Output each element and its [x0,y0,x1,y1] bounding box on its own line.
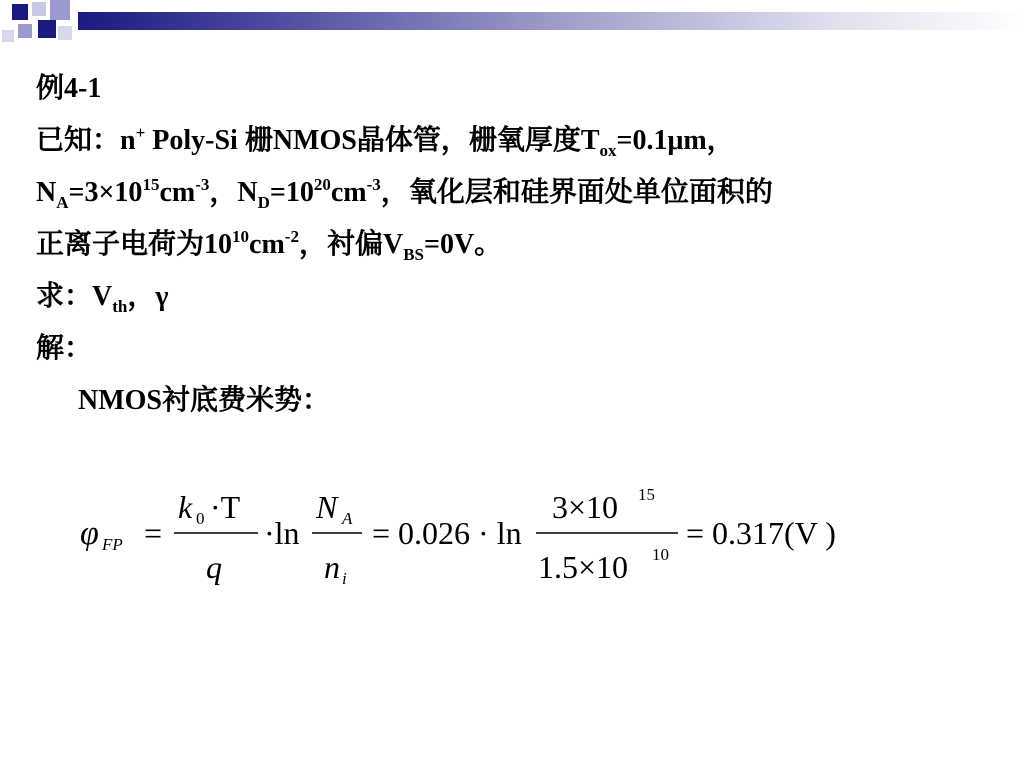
header-decoration [0,0,1024,60]
k0-sub: 0 [196,509,205,528]
denominator: 1.5×10 [538,549,629,585]
ni-formula-sub: i [342,569,347,588]
na-formula-sub: A [342,509,353,528]
numerator: 3×10 [552,489,619,525]
separator: ， [209,177,238,208]
na-value: =3×10 [68,177,143,208]
eq2-value: = 0.026 · ln [372,515,522,551]
na-unit: cm [159,177,196,208]
tox-value: =0.1μm， [616,125,735,156]
deco-square [50,0,70,20]
deco-square [58,26,72,40]
deco-square [12,4,28,20]
eq1: = [144,515,163,551]
vbs-value: =0V。 [423,229,503,260]
vbs-sub: BS [403,245,424,264]
charge-unit-exp: -2 [284,227,299,246]
nd-unit-exp: -3 [366,175,381,194]
deco-square [32,2,46,16]
result: = 0.317(V ) [686,515,836,551]
given-line-1 [36,123,996,160]
charge-exp: 10 [232,227,250,246]
given-prefix: 已知： [36,125,121,156]
title-bar [78,12,1024,30]
phi-symbol: φ [80,515,99,552]
nd-exp: 20 [313,175,331,194]
dot-t: ·T [210,489,241,525]
na-sub: A [56,193,69,212]
bias-desc: ，衬偏V [298,229,404,260]
na-symbol: N [36,177,57,208]
interface-desc: ，氧化层和硅界面处单位面积的 [380,177,773,208]
solution-step: NMOS衬底费米势： [78,385,331,416]
given-line-2 [36,175,996,212]
q-symbol: q [206,549,222,585]
fermi-potential-formula [80,478,940,598]
gate-desc: Poly-Si 栅NMOS晶体管，栅氧厚度T [145,125,600,156]
na-formula: N [316,489,338,525]
ask-line [36,281,996,316]
phi-sub: FP [102,535,123,554]
slide-content [36,74,996,438]
example-title: 例4-1 [36,73,102,104]
doping-sup: + [135,123,146,142]
nd-unit: cm [330,177,367,208]
solution-label: 解： [36,333,93,364]
formula-svg [80,478,940,598]
deco-square [18,24,32,38]
nd-symbol: N [237,177,258,208]
nd-sub: D [257,193,270,212]
ni-formula: n [324,549,340,585]
doping-n: n [120,125,136,156]
na-unit-exp: -3 [195,175,210,194]
charge-desc: 正离子电荷为10 [36,229,233,260]
denominator-exp: 10 [652,545,669,564]
k0-symbol: k [178,489,193,525]
deco-square [2,30,14,42]
tox-sub: ox [599,141,617,160]
ask-tail: ，γ [127,281,169,312]
nd-value: =10 [269,177,314,208]
vth-sub: th [112,297,128,316]
na-exp: 15 [142,175,160,194]
ask-prefix: 求：V [36,281,113,312]
dot-ln-1: ·ln [264,515,300,551]
given-line-3 [36,227,996,264]
deco-square [38,20,56,38]
numerator-exp: 15 [638,485,655,504]
charge-unit: cm [249,229,285,260]
